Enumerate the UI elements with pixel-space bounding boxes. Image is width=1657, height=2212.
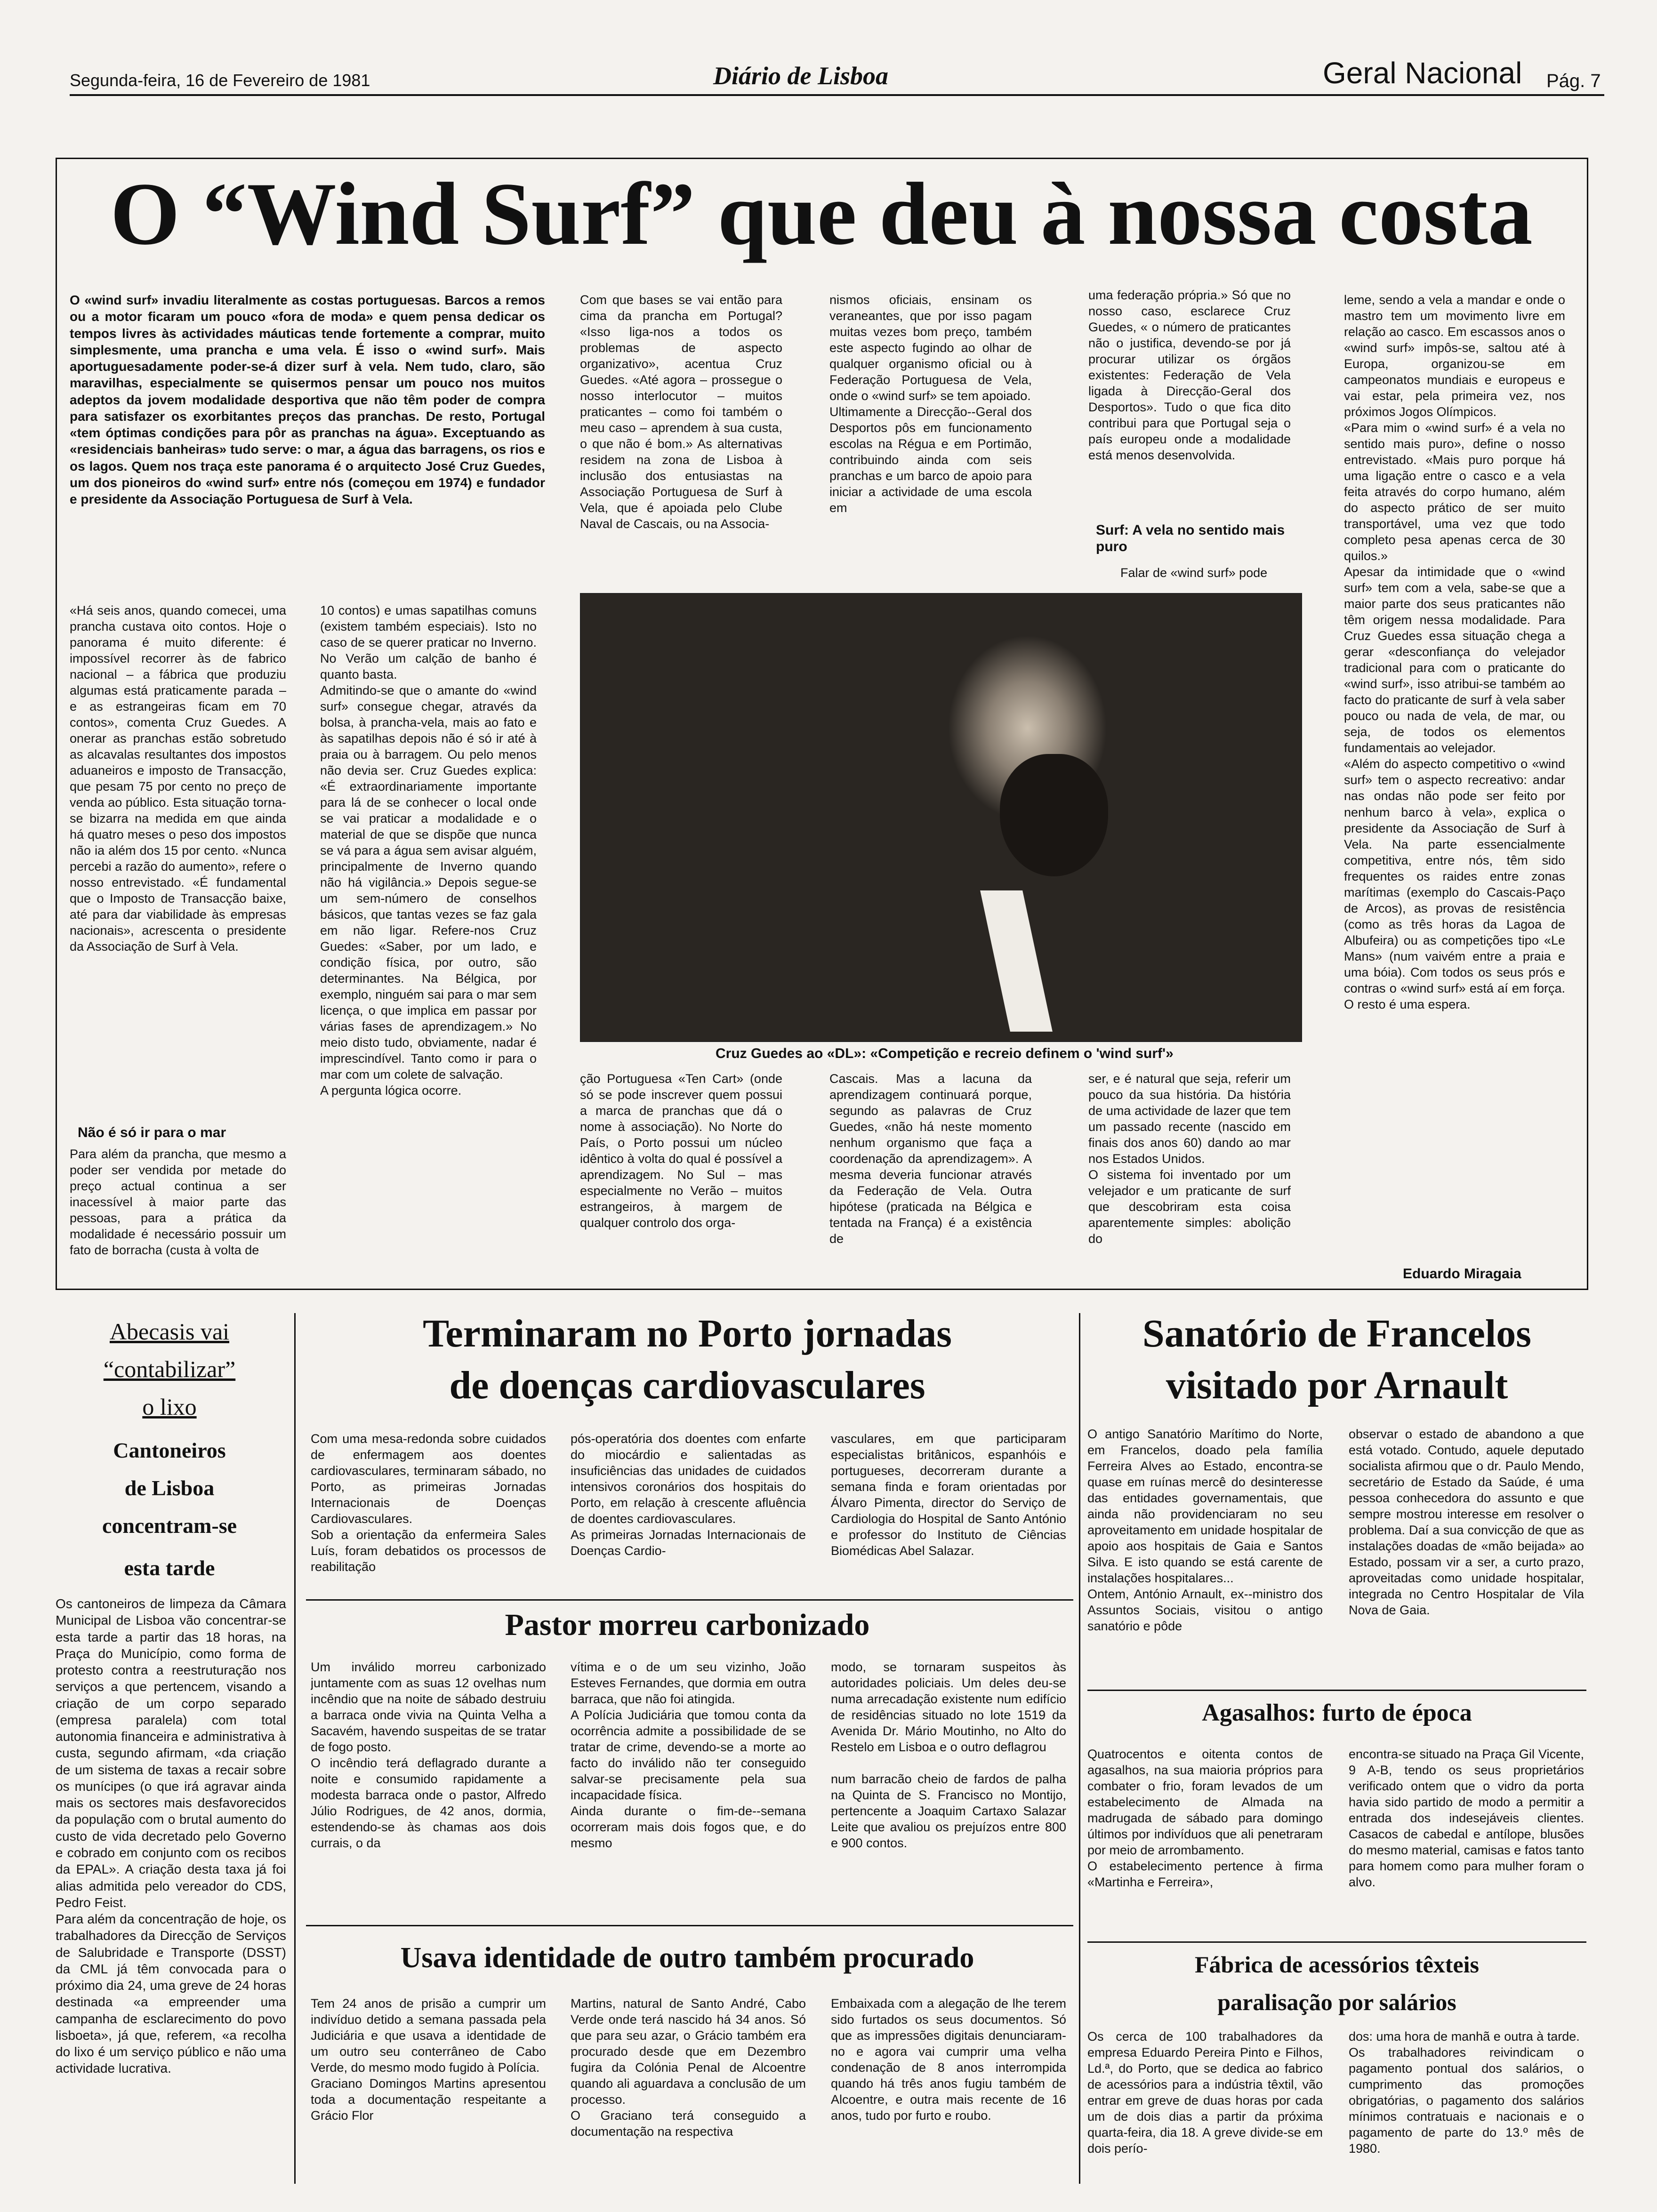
fabrica-rule (1087, 1941, 1586, 1943)
photo-figure-collar (980, 890, 1053, 1032)
identidade-col1: Tem 24 anos de prisão a cumprir um indivíduo detido a semana passada pela Judiciária e que usava a identidade de um outro seu conterrâneo de Cabo Verde, do mesmo modo fugido à Polícia. Graciano Domingos Martins apresentou toda a documentação respeitante a Grácio Flor (311, 1996, 546, 2123)
agasalhos-col2: encontra-se situado na Praça Gil Vicente, 9 A-B, tendo os seus proprietários verificado ontem que o vidro da porta havia sido partido de modo a permitir a entrada dos indesejáveis clientes. Casacos de cabedal e antílope, blusões do mesmo material, camisas e fatos tanto para homem como para mulher foram o alvo. (1349, 1747, 1584, 1890)
section-title: Geral Nacional (1323, 56, 1522, 90)
main-article-subhead1: Não é só ir para o mar (78, 1125, 226, 1140)
pastor-rule (306, 1925, 1073, 1926)
header-date: Segunda-feira, 16 de Fevereiro de 1981 (70, 71, 370, 90)
porto-col1: Com uma mesa-redonda sobre cuidados de enfermagem aos doentes cardiovasculares, terminaram sábado, no Porto, as primeiras Jornadas Internacionais de Doenças Cardiovasculares. Sob a orientação da enfermeira Sales Luís, foram debatidos os processos de reabilitação (311, 1432, 546, 1574)
pastor-title: Pastor morreu carbonizado (505, 1608, 870, 1642)
identidade-col3: Embaixada com a alegação de lhe terem sido furtados os seus documentos. Só que as impressões digitais denunciaram-no e agora vai cumprir uma velha condenação de 8 anos interrompida quando há três anos fugiu também de Alcoentre, e outra mais recente de 16 anos, tudo por furto e roubo. (831, 1996, 1066, 2123)
page-number: Pág. 7 (1546, 71, 1601, 91)
fabrica-title-line1: Fábrica de acessórios têxteis (1194, 1951, 1479, 1978)
photo-cruz-guedes (580, 593, 1302, 1042)
pastor-col3: modo, se tornaram suspeitos às autoridades policiais. Um deles deu-se numa arrecadação existente num edifício de residências situado no lote 1519 da Avenida Dr. Mário Moutinho, no Alto do Restelo em Lisboa e o outro deflagrou num barracão cheio de fardos de palha na Quinta de S. Francisco no Montijo, pertencente a Joaquim Cartaxo Salazar Leite que avaliou os prejuízos entre 800 e 900 contos. (831, 1660, 1066, 1851)
main-article-col8: Cascais. Mas a lacuna da aprendizagem continuará porque, segundo as palavras de Cruz Guedes, «não há neste momento nenhum organismo que faça a coordenação da aprendizagem». A mesma deveria funcionar através da Federação de Vela. Outra hipótese (praticada na Bélgica e tentada na França) é a existência de (829, 1072, 1032, 1246)
main-article-title: O “Wind Surf” que deu à nossa costa (110, 165, 1533, 264)
identidade-col2: Martins, natural de Santo André, Cabo Verde onde terá nascido há 34 anos. Só que para seu azar, o Grácio também era procurado desde que em Dezembro fugira da Colónia Penal de Alcoentre quando ali aguardava a conclusão de um processo. O Graciano terá conseguido a documentação na respectiva (571, 1996, 806, 2139)
photo-caption: Cruz Guedes ao «DL»: «Competição e recreio definem o 'wind surf'» (716, 1046, 1174, 1061)
sanatorio-title-line1: Sanatório de Francelos (1142, 1312, 1531, 1355)
pastor-col2: vítima e o de um seu vizinho, João Esteves Fernandes, que dormia em outra barraca, que não foi atingida. A Polícia Judiciária que tomou conta da ocorrência admite a possibilidade de se tratar de crime, devendo-se a morte ao facto do inválido não ter conseguido salvar-se precisamente pela sua incapacidade física. Ainda durante o fim-de--semana ocorreram mais dois fogos que, e do mesmo (571, 1660, 806, 1851)
main-article-col1: «Há seis anos, quando comecei, uma prancha custava oito contos. Hoje o panorama é muito diferente: é impossível recorrer às de fabrico nacional – a fábrica que produziu algumas está praticamente parada – e as estrangeiras ficam em 70 contos», comenta Cruz Guedes. A onerar as pranchas estão sobretudo as alcavalas resultantes dos impostos aduaneiros e imposto de Transacção, que pesam 75 por cento no preço de venda ao público. Esta situação torna-se bizarra na medida em que ainda há quatro meses o peso dos impostos não ia além dos 15 por cento. «Nunca percebi a razão do aumento», refere o nosso entrevistado. «É fundamental que o Imposto de Transacção baixe, até para dar viabilidade às empresas nacionais», acrescenta o presidente da Associação de Surf à Vela. (70, 603, 286, 954)
agasalhos-col1: Quatrocentos e oitenta contos de agasalhos, na sua maioria próprios para combater o frio, foram levados de um estabelecimento de Almada na madrugada de sábado para domingo últimos por indivíduos que ali penetraram por meio de arrombamento. O estabelecimento pertence à firma «Martinha e Ferreira», (1087, 1747, 1323, 1890)
main-article-byline: Eduardo Miragaia (1403, 1266, 1521, 1282)
abecasis-sub-line1: Cantoneiros (113, 1438, 226, 1462)
abecasis-rule (294, 1313, 296, 2184)
right-column-rule (1079, 1313, 1080, 2184)
main-article-col5: uma federação própria.» Só que no nosso caso, esclarece Cruz Guedes, « o número de praticantes não o justifica, devendo-se por já procurar utilizar os órgãos existentes: Federação de Vela ligada à Direcção-Geral dos Desportos». Tudo o que fica dito contribui para que Portugal seja o país europeu onde a modalidade está menos desenvolvida. (1088, 288, 1291, 463)
agasalhos-title: Agasalhos: furto de época (1202, 1699, 1472, 1726)
abecasis-sub-line2: de Lisboa (124, 1476, 215, 1500)
photo-figure-beard (1000, 754, 1108, 876)
abecasis-body: Os cantoneiros de limpeza da Câmara Municipal de Lisboa vão concentrar-se esta tarde a partir das 18 horas, na Praça do Município, como forma de protesto contra a reestruturação nos serviços a que pertencem, visando a criação de um corpo separado (empresa paralela) com total autonomia financeira e administrativa à custa, segundo afirmam, «da criação de um sistema de taxas a recair sobre os munícipes (o que irá agravar ainda mais os sectores mais desfavorecidos da população com o brutal aumento do custo de vida decretado pelo Governo e cobrado em conjunto com os recibos da EPAL». A criação desta taxa já foi alias admitida pelo vereador do CDS, Pedro Feist. Para além da concentração de hoje, os trabalhadores da Direcção de Serviços de Salubridade e Transporte (DSST) da CML já têm convocada para o próximo dia 24, uma greve de 24 horas destinada «a empreender uma campanha de esclarecimento do povo lisboeta», já que, referem, «a recolha do lixo é um serviço público e não uma actividade lucrativa. (56, 1596, 286, 2076)
fabrica-title-line2: paralisação por salários (1217, 1989, 1456, 2015)
identidade-title: Usava identidade de outro também procurado (400, 1942, 974, 1974)
porto-rule (306, 1599, 1073, 1601)
abecasis-title-line1: Abecasis vai (109, 1318, 230, 1345)
abecasis-title-line2: “contabilizar” (103, 1356, 236, 1382)
sanatorio-col1: O antigo Sanatório Marítimo do Norte, em Francelos, doado pela família Ferreira Alves ao Estado, encontra-se quase em ruínas mercê do desinteresse das entidades governamentais, que ainda não providenciaram no seu aproveitamento em unidade hospitalar de apoio aos hospitais de Gaia e Santos Silva. E isto quando se está carente de instalações hospitalares... Ontem, António Arnault, ex--ministro dos Assuntos Sociais, visitou o antigo sanatório e pôde (1087, 1427, 1323, 1634)
abecasis-sub-line3: concentram-se (102, 1514, 237, 1538)
fabrica-col2: dos: uma hora de manhã e outra à tarde. Os trabalhadores reivindicam o pagamento pontual dos salários, o cumprimento das promoções obrigatórias, o pagamento dos salários mínimos contratuais e nacionais e o pagamento de parte do 13.º mês de 1980. (1349, 2029, 1584, 2156)
masthead: Diário de Lisboa (713, 62, 888, 90)
main-article-col6: leme, sendo a vela a mandar e onde o mastro tem um movimento livre em relação ao casco. Em escassos anos o «wind surf» impôs-se, saltou até à Europa, organizou-se em campeonatos mundiais e europeus e vai estar, pela primeira vez, nos próximos Jogos Olímpicos. «Para mim o «wind surf» é a vela no sentido mais puro», define o nosso entrevistado. «Mais puro porque há uma ligação entre o casco e a vela feita através do corpo humano, além do aspecto prático de ser muito transportável, uma vez que todo completo pesa apenas cerca de 30 quilos.» Apesar da intimidade que o «wind surf» tem com a vela, sabe-se que a maior parte dos seus praticantes não têm origem nessa modalidade. Para Cruz Guedes essa situação chega a gerar «desconfiança do velejador tradicional para com o praticante do «wind surf», isso atribui-se também ao facto do praticante de surf à vela saber pouco ou nada de vela, de mar, ou seja, de todos os elementos fundamentais ao velejador. «Além do aspecto competitivo o «wind surf» tem o aspecto recreativo: andar nas ondas não pode ser feito por nenhum barco à vela», explica o presidente da Associação de Surf à Vela. Na parte essencialmente competitiva, entre nós, têm sido frequentes os raides entre zonas marítimas (exemplo do Cascais-Paço de Arcos), as provas de resistência (como as três horas da Lagoa de Albufeira) ou as competições tipo «Le Mans» (num vaivém entre a praia e uma bóia). Com todos os seus prós e contras o «wind surf» está aí em força. O resto é uma espera. (1344, 293, 1565, 1011)
main-article-col2: 10 contos) e umas sapatilhas comuns (existem também especiais). Isto no caso de se querer praticar no Inverno. No Verão um calção de banho é quanto basta. Admitindo-se que o amante do «wind surf» consegue chegar, através da bolsa, à prancha-vela, mais ao fato e às sapatilhas depois não é só ir até à praia ou à barragem. Ou pelo menos não devia ser. Cruz Guedes explica: «É extraordinariamente importante para lá de se conhecer o local onde se vai praticar a modalidade e o material de que se dispõe que nunca se vá para a água sem avisar alguém, principalmente de Inverno quando não há vigilância.» Depois segue-se um sem-número de conselhos básicos, que tantas vezes se faz gala em não ligar. Refere-nos Cruz Guedes: «Saber, por um lado, e condição física, por outro, são determinantes. Na Bélgica, por exemplo, ninguém sai para o mar sem licença, o que implica em passar por várias fases de aprendizagem.» No meio disto tudo, obviamente, nadar é imprescindível. Tanto como ir para o mar com um colete de salvação. A pergunta lógica ocorre. (320, 603, 537, 1098)
main-article-subhead2: Surf: A vela no sentido mais puro (1096, 522, 1285, 554)
sanatorio-title-line2: visitado por Arnault (1166, 1363, 1508, 1407)
main-article-col3: Com que bases se vai então para cima da prancha em Portugal? «Isso liga-nos a todos os problemas de aspecto organizativo», acentua Cruz Guedes. «Até agora – prossegue o nosso interlocutor – muitos praticantes – como foi também o meu caso – aprendem à sua custa, o que não é bom.» As alternativas residem na zona de Lisboa à inclusão dos entusiastas na Associação Portuguesa de Surf à Vela, que é apoiada pelo Clube Naval de Cascais, ou na Associa- (580, 293, 782, 531)
main-article-col9: ser, e é natural que seja, referir um pouco da sua história. Da história de uma actividade de lazer que tem um passado recente (nascido em finais dos anos 60) dando ao mar nos Estados Unidos. O sistema foi inventado por um velejador e um praticante de surf que descobriram esta coisa aparentemente simples: abolição do (1088, 1072, 1291, 1246)
main-article-col7: ção Portuguesa «Ten Cart» (onde só se pode inscrever quem possui a marca de pranchas que dá o nome à associação). No Norte do País, o Porto possui um núcleo idêntico à volta do qual é possível a aprendizagem. No Sul – mas especialmente no Verão – muitos estrangeiros, à margem de qualquer controlo dos orga- (580, 1072, 782, 1230)
porto-col3: vasculares, em que participaram especialistas britânicos, espanhóis e portugueses, decorreram durante a semana finda e foram orientadas por Álvaro Pimenta, director do Serviço de Cardiologia do Hospital de Santo António e professor do Instituto de Ciências Biomédicas Abel Salazar. (831, 1432, 1066, 1558)
pastor-col1: Um inválido morreu carbonizado juntamente com as suas 12 ovelhas num incêndio que na noite de sábado destruiu a barraca onde vivia na Quinta Velha a Sacavém, havendo suspeitas de se tratar de fogo posto. O incêndio terá deflagrado durante a noite e consumido rapidamente a modesta barraca onde o pastor, Alfredo Júlio Rodrigues, de 42 anos, dormia, estendendo-se às chamas aos dois currais, o da (311, 1660, 546, 1851)
fabrica-col1: Os cerca de 100 trabalhadores da empresa Eduardo Pereira Pinto e Filhos, Ld.ª, do Porto, que se dedica ao fabrico de acessórios para a indústria têxtil, vão entrar em greve de duas horas por cada um de dois dias a partir da próxima quarta-feira, dia 18. A greve divide-se em dois perío- (1087, 2029, 1323, 2156)
porto-title-line1: Terminaram no Porto jornadas (423, 1312, 952, 1355)
porto-col2: pós-operatória dos doentes com enfarte do miocárdio e salientadas as insuficiências das unidades de cuidados intensivos coronários dos hospitais do Porto, em relação à crescente afluência de doentes cardiovasculares. As primeiras Jornadas Internacionais de Doenças Cardio- (571, 1432, 806, 1558)
abecasis-sub-line4: esta tarde (124, 1556, 215, 1580)
porto-title-line2: de doenças cardiovasculares (449, 1363, 925, 1407)
main-article-col4: nismos oficiais, ensinam os veraneantes, que por isso pagam muitas vezes bom preço, também este aspecto fugindo ao olhar de qualquer organismo oficial ou à Federação Portuguesa de Vela, onde o «wind surf» se tem apoiado. Ultimamente a Direcção--Geral dos Desportos pôs em funcionamento escolas na Régua e em Portimão, contribuindo ainda com seis pranchas e um barco de apoio para iniciar a actividade de uma escola em (829, 293, 1032, 515)
main-article-col5b: Falar de «wind surf» pode (1120, 566, 1268, 580)
header-rule (70, 94, 1604, 96)
main-article-col1b: Para além da prancha, que mesmo a poder ser vendida por metade do preço actual continua a ser inacessível à maior parte das pessoas, para a prática da modalidade é necessário possuir um fato de borracha (custa à volta de (70, 1147, 286, 1258)
abecasis-title-line3: o lixo (142, 1394, 197, 1420)
sanatorio-col2: observar o estado de abandono a que está votado. Contudo, aquele deputado socialista afirmou que o dr. Paulo Mendo, secretário de Estado da Saúde, é uma pessoa conhecedora do assunto e que sempre mostrou interesse em resolver o problema. Daí a sua convicção de que as instalações doadas de «mão beijada» ao Estado, possam vir a ser, a curto prazo, aproveitadas como unidade hospitalar, integrada no Centro Hospitalar de Vila Nova de Gaia. (1349, 1427, 1584, 1618)
main-article-lead: O «wind surf» invadiu literalmente as costas portuguesas. Barcos a remos ou a motor ficaram um pouco «fora de moda» e quem pensa dedicar os tempos livres às actividades máuticas tende fortemente a comprar, muito simplesmente, uma prancha e uma vela. É isso o «wind surf». Mais aportuguesadamente poder-se-á dizer surf à vela. Nem tudo, claro, são maravilhas, especialmente se quisermos pensar um pouco nos muitos adeptos da jovem modalidade desportiva que não têm poder de compra para satisfazer os exorbitantes preços das pranchas. De resto, Portugal «tem óptimas condições para pôr as pranchas na água». Exceptuando as «residenciais banheiras» tudo serve: o mar, a água das barragens, os rios e os lagos. Quem nos traça este panorama é o arquitecto José Cruz Guedes, um dos pioneiros do «wind surf» entre nós (começou em 1974) e fundador e presidente da Associação Portuguesa de Surf à Vela. (70, 293, 545, 507)
